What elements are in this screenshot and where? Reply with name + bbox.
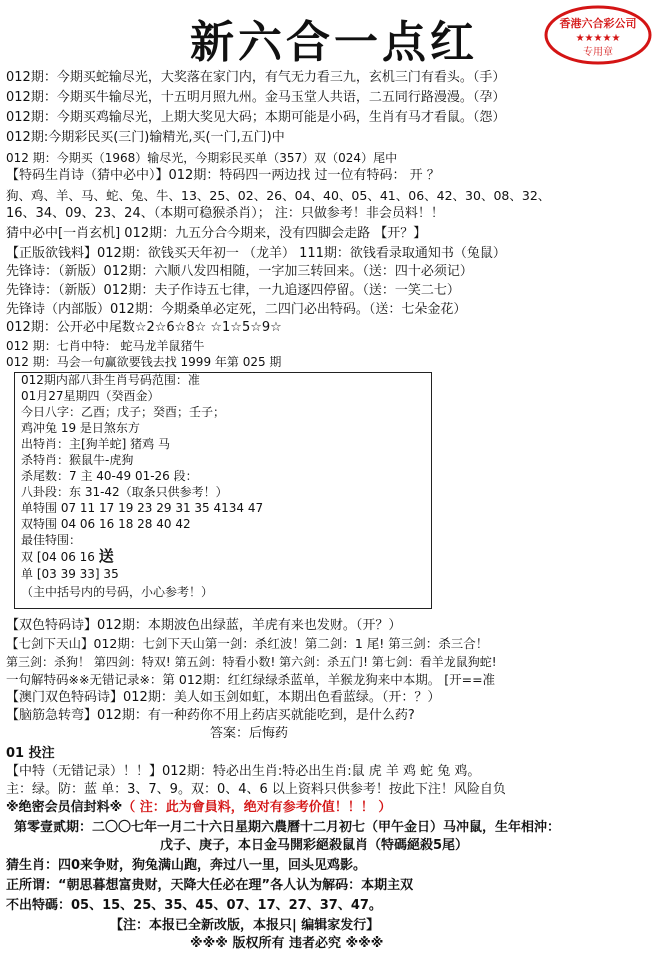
text-line: 狗、鸡、羊、马、蛇、兔、牛、13、25、02、26、04、40、05、41、06、42、30、08、32、 (6, 188, 551, 203)
text-line: 012期：公开必中尾数☆2☆6☆8☆ ☆1☆5☆9☆ (6, 320, 282, 335)
box-line: 双 [04 06 16 送 (21, 547, 114, 565)
text-line: 012期：今期买鸡输尽光，上期大奖见大码；本期可能是小码，生肖有马才看鼠。（怨） (6, 110, 506, 125)
text-line: 正所谓：“朝思暮想富贵财，天降大任必在理”各人认为解码：本期主双 (6, 878, 414, 893)
text-line: 第零壹贰期：二〇〇七年一月二十六日星期六農曆十二月初七（甲午金日）马冲鼠，生年相沖： (14, 820, 561, 835)
text-line: 【正版欲钱料】012期：欲钱买天年初一 （龙羊） 111期：欲钱看录取通知书（兔鼠） (6, 246, 506, 261)
text-line: 012期:今期彩民买(三门)输精光,买(一门,五门)中 (6, 130, 285, 145)
svg-text:★★★★★: ★★★★★ (575, 33, 621, 44)
text-line: 不出特碼：05、15、25、35、45、07、17、27、37、47。 (6, 898, 382, 913)
svg-text:专用章: 专用章 (583, 47, 613, 58)
text-line: 猜生肖：四0来争财，狗兔满山跑，奔过八一里，回头见鸡影。 (6, 858, 367, 873)
text-line: 16、34、09、23、24、（本期可稳猴杀肖）； 注：只做参考！非会员料！！ (6, 206, 444, 221)
text-line: 猜中必中[一肖玄机] 012期：九五分合今期来，没有四脚会走路 【开？】 (6, 226, 427, 241)
bagua-range-box (14, 372, 432, 609)
box-line: 出特肖：主[狗羊蛇] 猪鸡 马 (21, 437, 170, 451)
text-line: 012期：今期买蛇输尽光，大奖落在家门内，有气无力看三九，玄机三门有看头。（手） (6, 70, 506, 85)
text-line: 【脑筋急转弯】012期：有一种药你不用上药店买就能吃到，是什么药? (6, 708, 415, 723)
company-seal-stamp (543, 4, 653, 66)
page-title: 新六合一点红 (190, 17, 478, 68)
box-line: （主中括号内的号码，小心参考！） (21, 585, 214, 599)
text-line: 【中特（无错记录）！！】012期：特必出生肖:特必出生肖:鼠 虎 羊 鸡 蛇 兔 鸡。 (6, 764, 481, 779)
text-line: 第三剑：杀狗！ 第四剑：特双! 第五剑：特看小数! 第六剑：杀五门! 第七剑：看羊龙鼠狗蛇! (6, 655, 497, 669)
text-line: 012期：今期买牛输尽光，十五明月照九州。金马玉堂人共语，二五同行路漫漫。（孕） (6, 90, 506, 105)
send-mark: 送 (98, 547, 114, 565)
text-line: 一句解特码※※无错记录※：第 012期：红红绿绿杀蓝单，羊猴龙狗来中本期。 [开==准 (6, 672, 496, 687)
text-line: 先锋诗（内部版）012期：今期桑单必定死，二四门必出特码。（送：七朵金花） (6, 302, 467, 317)
member-line: ※绝密会员信封料※（ 注：此为會員料，绝对有参考价值！！！ ） (6, 800, 392, 815)
text-line: 【澳门双色特码诗】012期：美人如玉剑如虹，本期出色看蓝绿。（开：？） (6, 690, 441, 705)
box-line: 单特围 07 11 17 19 23 29 31 35 4134 47 (21, 501, 264, 515)
box-line: 最佳特围： (21, 533, 82, 547)
text-line: 012 期：马会一句赢欲要钱去找 1999 年第 025 期 (6, 355, 282, 369)
answer-line: 答案：后悔药 (210, 726, 289, 741)
text-line: 01 投注 (6, 746, 55, 761)
box-line: 双特围 04 06 16 18 28 40 42 (21, 517, 191, 531)
text-line: 【双色特码诗】012期：本期波色出绿蓝，羊虎有来也发财。（开？） (6, 618, 402, 633)
box-line: 杀尾数：7 主 40-49 01-26 段： (21, 469, 198, 483)
text-line: 先锋诗：（新版）012期：夫子作诗五七律，一九追逐四停留。（送：一笑二七） (6, 283, 460, 298)
text-line: 戊子、庚子，本日金马開彩絕殺鼠肖（特碼絕殺5尾） (160, 838, 469, 853)
text-line: 012 期：今期买（1968）输尽光，今期彩民买单（357）双（024）尾中 (6, 151, 398, 165)
box-line: 今日八字：乙酉；戊子；癸酉；壬子； (21, 405, 226, 419)
box-line: 杀特肖：猴鼠牛-虎狗 (21, 453, 134, 467)
box-line: 01月27星期四（癸酉金） (21, 389, 160, 403)
text-line: 【七剑下天山】012期：七剑下天山第一剑：杀红波！第二剑：1 尾! 第三剑：杀三合！ (6, 636, 489, 651)
svg-text:香港六合彩公司: 香港六合彩公司 (559, 17, 637, 30)
text-line: 主：绿。防：蓝 单：3、7、9。双：0、4、6 以上资料只供参考！按此下注！风险自负 (6, 782, 506, 797)
box-line: 012期内部八卦生肖号码范围：准 (21, 373, 200, 387)
box-line: 单 [03 39 33] 35 (21, 567, 119, 581)
box-line: 鸡冲兔 19 是日煞东方 (21, 421, 140, 435)
footer-note: 【注：本报已全新改版，本报只| 编辑家发行】 (110, 918, 380, 933)
text-line: 【特码生肖诗（猜中必中）】012期：特码四一两边找 过一位有特码： 开 ？ (6, 168, 440, 183)
box-line: 八卦段：东 31-42（取条只供参考！） (21, 485, 228, 499)
text-line: 012 期：七肖中特： 蛇马龙羊鼠猪牛 (6, 339, 205, 353)
text-line: 先锋诗：（新版）012期：六顺八发四相随，一字加三转回来。（送：四十必须记） (6, 264, 473, 279)
copyright-line: ※※※ 版权所有 违者必究 ※※※ (190, 936, 384, 951)
